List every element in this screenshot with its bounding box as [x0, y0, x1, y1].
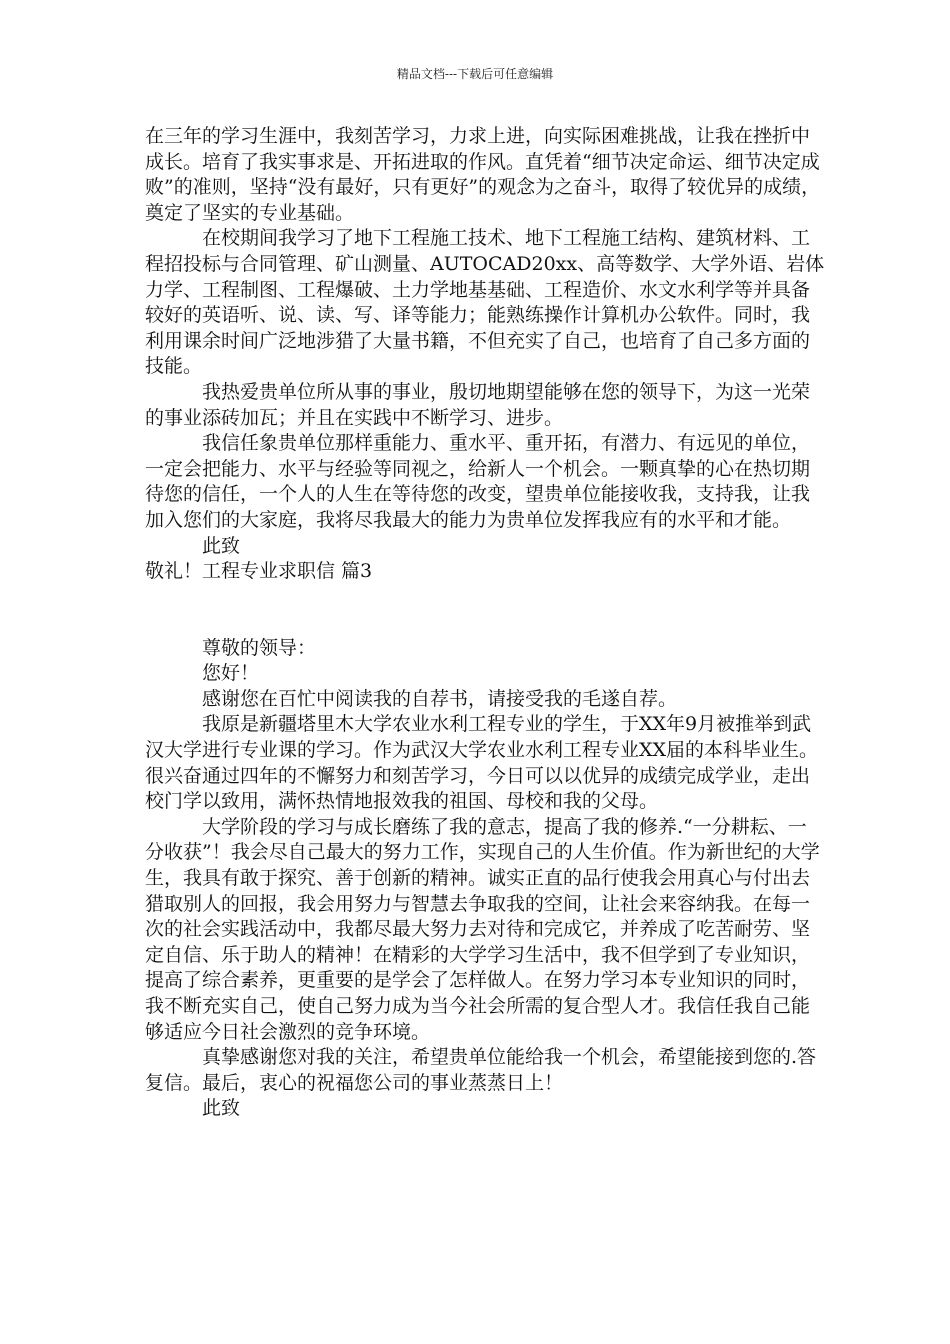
letter1-paragraph-2: 在校期间我学习了地下工程施工技术、地下工程施工结构、建筑材料、工程招投标与合同管理、矿山测量、AUTOCAD20xx、高等数学、大学外语、岩体力学、工程制图、工程爆破、土力学地基基础、工程造价、水文水利学等并具备较好的英语听、说、读、写、译等能力；能熟练操作计算机办公软件。同时，我利用课余时间广泛地涉猎了大量书籍，不但充实了自己，也培育了自己多方面的技能。 — [145, 227, 825, 378]
letter1-paragraph-3: 我热爱贵单位所从事的事业，殷切地期望能够在您的领导下，为这一光荣的事业添砖加瓦；并且在实践中不断学习、进步。 — [145, 380, 811, 429]
letter2-paragraph-2: 大学阶段的学习与成长磨练了我的意志，提高了我的修养.“一分耕耘、一分收获”！我会尽自己最大的努力工作，实现自己的人生价值。作为新世纪的大学生，我具有敢于探究、善于创新的精神。诚实正直的品行使我会用真心与付出去猎取别人的回报，我会用努力与智慧去争取我的空间，让社会来容纳我。在每一次的社会实践活动中，我都尽最大努力去对待和完成它，并养成了吃苦耐劳、坚定自信、乐于助人的精神！在精彩的大学学习生活中，我不但学到了专业知识，提高了综合素养，更重要的是学会了怎样做人。在努力学习本专业知识的同时，我不断充实自己，使自己努力成为当今社会所需的复合型人才。我信任我自己能够适应今日社会激烈的竞争环境。 — [145, 815, 820, 1043]
letter2-greeting: 尊敬的领导： — [202, 636, 317, 659]
page-header: 精品文档---下载后可任意编辑 — [396, 67, 554, 81]
letter2-paragraph-3: 真挚感谢您对我的关注，希望贵单位能给我一个机会，希望能接到您的.答复信。最后，衷心的祝福您公司的事业蒸蒸日上！ — [145, 1046, 817, 1094]
letter2-hello: 您好！ — [202, 662, 260, 685]
letter1-paragraph-1: 在三年的学习生涯中，我刻苦学习，力求上进，向实际困难挑战，让我在挫折中成长。培育了我实事求是、开拓进取的作风。直凭着“细节决定命运、细节决定成败”的准则，坚持“没有最好，只有更好”的观念为之奋斗，取得了较优异的成绩，奠定了坚实的专业基础。 — [145, 125, 821, 224]
letter2-paragraph-1: 我原是新疆塔里木大学农业水利工程专业的学生，于XX年9月被推举到武汉大学进行专业课的学习。作为武汉大学农业水利工程专业XX届的本科毕业生。很兴奋通过四年的不懈努力和刻苦学习，今日可以以优异的成绩完成学业，走出校门学以致用，满怀热情地报效我的祖国、母校和我的父母。 — [145, 713, 819, 813]
letter2-closing: 此致 — [202, 1097, 241, 1120]
letter1-paragraph-4: 我信任象贵单位那样重能力、重水平、重开拓，有潜力、有远见的单位，一定会把能力、水平与经验等同视之，给新人一个机会。一颗真挚的心在热切期待您的信任，一个人的人生在等待您的改变，望贵单位能接收我，支持我，让我加入您们的大家庭，我将尽我最大的能力为贵单位发挥我应有的水平和才能。 — [145, 432, 811, 531]
document-body — [145, 124, 825, 1122]
section-spacer — [145, 585, 825, 636]
letter1-salute-and-title: 敬礼！工程专业求职信 篇3 — [145, 560, 373, 583]
letter1-closing: 此致 — [202, 534, 241, 557]
letter2-intro: 感谢您在百忙中阅读我的自荐书，请接受我的毛遂自荐。 — [202, 687, 678, 710]
